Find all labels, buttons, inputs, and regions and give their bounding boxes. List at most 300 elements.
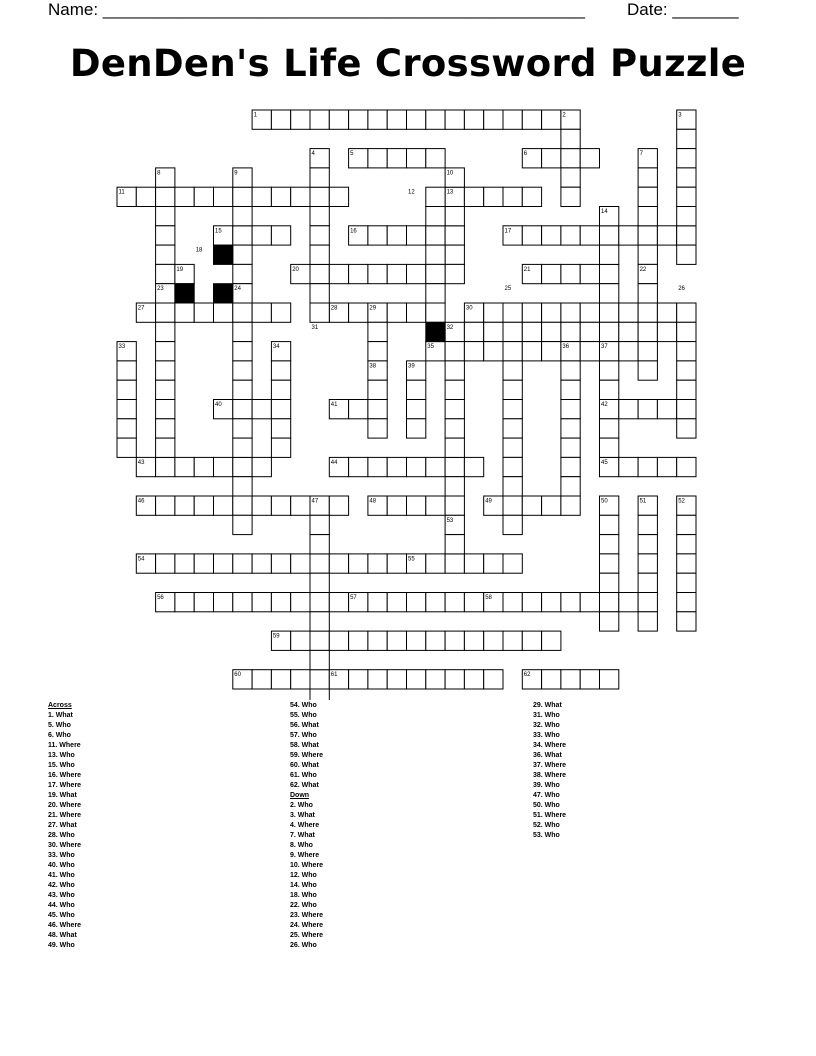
grid-cell	[252, 670, 271, 689]
grid-cell	[638, 322, 657, 341]
grid-cell	[600, 380, 619, 399]
grid-cell	[156, 226, 175, 245]
grid-cell	[271, 554, 290, 573]
grid-cell	[503, 322, 522, 341]
grid-cell	[619, 226, 638, 245]
clue-number: 20	[292, 266, 299, 273]
grid-cell	[407, 264, 426, 283]
grid-cell	[484, 342, 503, 361]
grid-cell	[407, 110, 426, 129]
clue-number: 27	[137, 305, 145, 312]
grid-cell	[561, 226, 580, 245]
grid-cell	[484, 303, 503, 322]
clue-number: 60	[234, 672, 241, 679]
grid-cell	[542, 670, 561, 689]
grid-cell	[407, 457, 426, 476]
grid-cell	[349, 264, 368, 283]
grid-cell	[619, 342, 638, 361]
clue-number: 16	[350, 228, 357, 235]
grid-cell	[426, 226, 445, 245]
grid-cell	[175, 457, 194, 476]
grid-cell	[445, 342, 464, 361]
grid-cell	[677, 207, 696, 226]
grid-cell	[542, 593, 561, 612]
clue-item: 48. What	[48, 932, 77, 939]
grid-cell	[503, 496, 522, 515]
clue-number: 52	[678, 498, 685, 505]
grid-cell	[271, 380, 290, 399]
grid-cell	[503, 457, 522, 476]
grid-cell	[503, 361, 522, 380]
grid-cell	[600, 670, 619, 689]
grid-cell	[117, 419, 136, 438]
clue-number: 55	[408, 556, 415, 563]
grid-cell	[445, 670, 464, 689]
grid-cell	[600, 361, 619, 380]
grid-cell	[426, 110, 445, 129]
grid-cell	[445, 361, 464, 380]
black-square	[214, 245, 233, 264]
grid-cell	[329, 631, 348, 650]
grid-cell	[580, 670, 599, 689]
grid-cell	[580, 593, 599, 612]
grid-cell	[445, 380, 464, 399]
grid-cell	[638, 515, 657, 534]
grid-cell	[387, 554, 406, 573]
grid-cell	[677, 457, 696, 476]
grid-cell	[445, 207, 464, 226]
grid-cell	[426, 457, 445, 476]
clue-number: 61	[330, 672, 338, 679]
grid-cell	[310, 650, 329, 669]
grid-cell	[657, 303, 676, 322]
clue-number: 58	[485, 595, 492, 601]
grid-cell	[638, 245, 657, 264]
grid-cell	[426, 670, 445, 689]
clue-number: 11	[118, 189, 125, 196]
grid-cell	[175, 554, 194, 573]
grid-cell	[426, 631, 445, 650]
clue-number: 62	[523, 672, 531, 679]
grid-cell	[368, 593, 387, 612]
grid-cell	[561, 361, 580, 380]
clue-item: 37. Where	[533, 762, 567, 769]
grid-cell	[407, 593, 426, 612]
grid-cell	[252, 303, 271, 322]
grid-cell	[368, 457, 387, 476]
clue-item: 10. Where	[290, 862, 324, 869]
grid-cell	[503, 438, 522, 457]
grid-cell	[136, 187, 155, 206]
grid-cell	[600, 226, 619, 245]
clue-column-1	[48, 701, 81, 951]
grid-cell	[445, 226, 464, 245]
grid-cell	[387, 631, 406, 650]
grid-cell	[522, 187, 541, 206]
grid-cell	[580, 149, 599, 168]
grid-cell	[233, 477, 252, 496]
clue-number: 19	[176, 266, 184, 273]
grid-cell	[561, 400, 580, 419]
grid-cell	[600, 264, 619, 283]
grid-cell	[561, 264, 580, 283]
grid-cell	[619, 303, 638, 322]
grid-cell	[677, 168, 696, 187]
clue-item: 51. Where	[533, 812, 567, 819]
clue-number: 41	[330, 402, 338, 408]
grid-cell	[503, 187, 522, 206]
grid-cell	[387, 264, 406, 283]
clue-item: 53. Who	[533, 832, 560, 839]
clue-number: 12	[408, 189, 415, 196]
grid-cell	[638, 554, 657, 573]
grid-cell	[271, 419, 290, 438]
grid-cell	[310, 207, 329, 226]
clue-item: 5. Who	[48, 722, 71, 729]
clue-item: 43. Who	[48, 892, 75, 899]
grid-cell	[329, 554, 348, 573]
grid-cell	[561, 496, 580, 515]
grid-cell	[445, 400, 464, 419]
grid-cell	[638, 457, 657, 476]
grid-cell	[677, 226, 696, 245]
grid-cell	[542, 496, 561, 515]
clue-item: 49. Who	[48, 942, 75, 949]
section-heading: Down	[290, 792, 310, 799]
grid-cell	[638, 168, 657, 187]
grid-cell	[194, 496, 213, 515]
grid-cell	[233, 593, 252, 612]
grid-cell	[156, 380, 175, 399]
grid-cell	[407, 149, 426, 168]
grid-cell	[503, 554, 522, 573]
grid-cell	[349, 110, 368, 129]
grid-cell	[291, 496, 310, 515]
clue-item: 33. Who	[533, 732, 560, 739]
grid-cell	[542, 110, 561, 129]
grid-cell	[407, 419, 426, 438]
grid-cell	[522, 631, 541, 650]
grid-cell	[214, 457, 233, 476]
grid-cell	[522, 110, 541, 129]
grid-cell	[387, 593, 406, 612]
grid-cell	[600, 419, 619, 438]
grid-cell	[329, 593, 348, 612]
grid-cell	[156, 554, 175, 573]
clue-item: 22. Who	[290, 902, 317, 909]
grid-cell	[368, 264, 387, 283]
grid-cell	[426, 554, 445, 573]
grid-cell	[542, 342, 561, 361]
clue-item: 4. Where	[290, 822, 320, 829]
grid-cell	[426, 303, 445, 322]
grid-cell	[561, 419, 580, 438]
grid-cell	[214, 496, 233, 515]
grid-cell	[271, 303, 290, 322]
clue-item: 44. Who	[48, 902, 75, 909]
clue-number: 32	[446, 324, 454, 331]
grid-cell	[600, 245, 619, 264]
grid-cell	[426, 187, 445, 206]
clue-number: 42	[601, 402, 608, 408]
clue-number: 36	[562, 344, 570, 351]
grid-cell	[271, 110, 290, 129]
grid-cell	[310, 515, 329, 534]
grid-cell	[214, 303, 233, 322]
clue-item: 32. Who	[533, 722, 560, 729]
grid-cell	[561, 187, 580, 206]
grid-cell	[310, 593, 329, 612]
clue-item: 41. Who	[48, 872, 75, 879]
date-field: Date: _______	[627, 0, 739, 19]
grid-cell	[233, 400, 252, 419]
grid-cell	[484, 554, 503, 573]
clue-item: 50. Who	[533, 802, 560, 809]
clue-number: 34	[272, 344, 280, 351]
grid-cell	[271, 361, 290, 380]
grid-cell	[233, 264, 252, 283]
grid-cell	[677, 573, 696, 592]
grid-cell	[233, 554, 252, 573]
grid-cell	[600, 593, 619, 612]
grid-cell	[677, 554, 696, 573]
grid-cell	[233, 457, 252, 476]
grid-cell	[407, 226, 426, 245]
grid-cell	[156, 419, 175, 438]
grid-cell	[464, 342, 483, 361]
grid-cell	[542, 264, 561, 283]
black-square	[214, 284, 233, 303]
grid-cell	[677, 515, 696, 534]
clue-item: 16. Where	[48, 772, 82, 779]
grid-cell	[252, 187, 271, 206]
clue-item: 58. What	[290, 742, 319, 749]
clue-number: 13	[446, 189, 454, 196]
grid-cell	[349, 400, 368, 419]
grid-cell	[233, 322, 252, 341]
grid-cell	[600, 284, 619, 303]
grid-cell	[522, 322, 541, 341]
grid-cell	[175, 187, 194, 206]
grid-cell	[329, 187, 348, 206]
grid-cell	[310, 284, 329, 303]
grid-cell	[503, 631, 522, 650]
grid-cell	[580, 322, 599, 341]
clue-number: 37	[601, 344, 608, 351]
clue-number: 56	[157, 595, 164, 601]
clue-number: 30	[465, 305, 473, 312]
grid-cell	[214, 554, 233, 573]
grid-cell	[561, 438, 580, 457]
grid-cell	[310, 168, 329, 187]
grid-cell	[561, 477, 580, 496]
grid-cell	[233, 245, 252, 264]
clue-item: 17. Where	[48, 782, 82, 789]
grid-cell	[445, 535, 464, 554]
grid-cell	[291, 110, 310, 129]
grid-cell	[561, 380, 580, 399]
clue-item: 55. Who	[290, 712, 317, 719]
clue-item: 39. Who	[533, 782, 560, 789]
grid-cell	[677, 187, 696, 206]
clue-number: 22	[639, 266, 647, 273]
grid-cell	[484, 631, 503, 650]
clue-number: 25	[504, 286, 512, 293]
grid-cell	[310, 689, 329, 700]
clue-number: 15	[215, 228, 222, 235]
clue-item: 27. What	[48, 822, 77, 829]
clue-item: 7. What	[290, 832, 315, 839]
clue-item: 61. Who	[290, 772, 317, 779]
grid-cell	[117, 438, 136, 457]
grid-cell	[329, 110, 348, 129]
clue-item: 1. What	[48, 712, 73, 719]
clue-item: 24. Where	[290, 922, 324, 929]
grid-cell	[291, 593, 310, 612]
grid-cell	[349, 554, 368, 573]
clue-item: 40. Who	[48, 862, 75, 869]
grid-cell	[233, 438, 252, 457]
clue-column-2	[290, 701, 323, 951]
grid-cell	[600, 535, 619, 554]
grid-cell	[484, 322, 503, 341]
clue-number: 48	[369, 498, 377, 505]
grid-cell	[310, 245, 329, 264]
grid-cell	[484, 670, 503, 689]
grid-cell	[310, 264, 329, 283]
grid-cell	[600, 554, 619, 573]
clue-item: 42. Who	[48, 882, 75, 889]
clue-number: 31	[311, 324, 319, 331]
grid-cell	[638, 342, 657, 361]
grid-cell	[677, 322, 696, 341]
clue-item: 57. Who	[290, 732, 317, 739]
grid-cell	[503, 400, 522, 419]
grid-cell	[619, 322, 638, 341]
grid-cell	[194, 593, 213, 612]
clue-item: 47. Who	[533, 792, 560, 799]
clue-item: 31. Who	[533, 712, 560, 719]
grid-cell	[310, 535, 329, 554]
grid-cell	[194, 554, 213, 573]
grid-cell	[580, 342, 599, 361]
grid-cell	[156, 245, 175, 264]
clue-number: 45	[601, 459, 608, 466]
grid-cell	[117, 361, 136, 380]
grid-cell	[426, 207, 445, 226]
grid-cell	[252, 226, 271, 245]
grid-cell	[484, 110, 503, 129]
grid-cell	[407, 400, 426, 419]
grid-cell	[638, 284, 657, 303]
grid-cell	[117, 380, 136, 399]
grid-cell	[561, 303, 580, 322]
grid-cell	[252, 593, 271, 612]
clue-number: 7	[639, 151, 643, 158]
clue-number: 24	[234, 286, 241, 293]
black-square	[426, 322, 445, 341]
clue-number: 46	[137, 498, 145, 505]
grid-cell	[677, 380, 696, 399]
clue-item: 19. What	[48, 792, 77, 799]
grid-cell	[407, 631, 426, 650]
grid-cell	[677, 593, 696, 612]
grid-cell	[677, 129, 696, 148]
grid-cell	[522, 593, 541, 612]
grid-cell	[156, 457, 175, 476]
grid-cell	[638, 226, 657, 245]
grid-cell	[156, 187, 175, 206]
grid-cell	[464, 457, 483, 476]
grid-cell	[291, 670, 310, 689]
clue-number: 21	[523, 266, 531, 273]
clue-number: 54	[137, 556, 145, 563]
clue-item: 30. Where	[48, 842, 82, 849]
clue-item: 20. Where	[48, 802, 82, 809]
clue-number: 5	[350, 151, 354, 158]
grid-cell	[252, 496, 271, 515]
grid-cell	[156, 361, 175, 380]
grid-cell	[175, 496, 194, 515]
grid-cell	[310, 226, 329, 245]
grid-cell	[329, 264, 348, 283]
clue-number: 14	[601, 209, 608, 215]
grid-cell	[214, 593, 233, 612]
clue-item: 12. Who	[290, 872, 317, 879]
grid-cell	[638, 573, 657, 592]
grid-cell	[329, 496, 348, 515]
name-field: Name: ___________________________________________________	[48, 0, 585, 19]
grid-cell	[426, 284, 445, 303]
grid-cell	[464, 187, 483, 206]
grid-cell	[271, 496, 290, 515]
clue-item: 38. Where	[533, 772, 567, 779]
clue-item: 13. Who	[48, 752, 75, 759]
grid-cell	[252, 554, 271, 573]
grid-cell	[387, 496, 406, 515]
grid-cell	[310, 303, 329, 322]
grid-cell	[600, 573, 619, 592]
grid-cell	[464, 110, 483, 129]
grid-cell	[445, 496, 464, 515]
grid-cell	[464, 631, 483, 650]
grid-cell	[387, 226, 406, 245]
clue-item: 54. Who	[290, 702, 317, 709]
grid-cell	[368, 419, 387, 438]
grid-cell	[484, 187, 503, 206]
grid-cell	[445, 438, 464, 457]
grid-cell	[503, 593, 522, 612]
grid-cell	[233, 419, 252, 438]
grid-cell	[464, 593, 483, 612]
grid-cell	[368, 670, 387, 689]
clue-number: 2	[562, 112, 566, 119]
grid-cell	[503, 380, 522, 399]
clue-column-3	[533, 701, 566, 841]
grid-cell	[156, 496, 175, 515]
clue-number: 17	[504, 228, 512, 235]
grid-cell	[156, 264, 175, 283]
clue-item: 59. Where	[290, 752, 324, 759]
section-heading: Across	[48, 702, 72, 709]
grid-cell	[561, 457, 580, 476]
grid-cell	[291, 554, 310, 573]
puzzle-title: DenDen's Life Crossword Puzzle	[69, 42, 747, 85]
clue-number: 9	[234, 170, 238, 177]
clue-item: 28. Who	[48, 832, 75, 839]
grid-cell	[156, 342, 175, 361]
grid-cell	[368, 554, 387, 573]
